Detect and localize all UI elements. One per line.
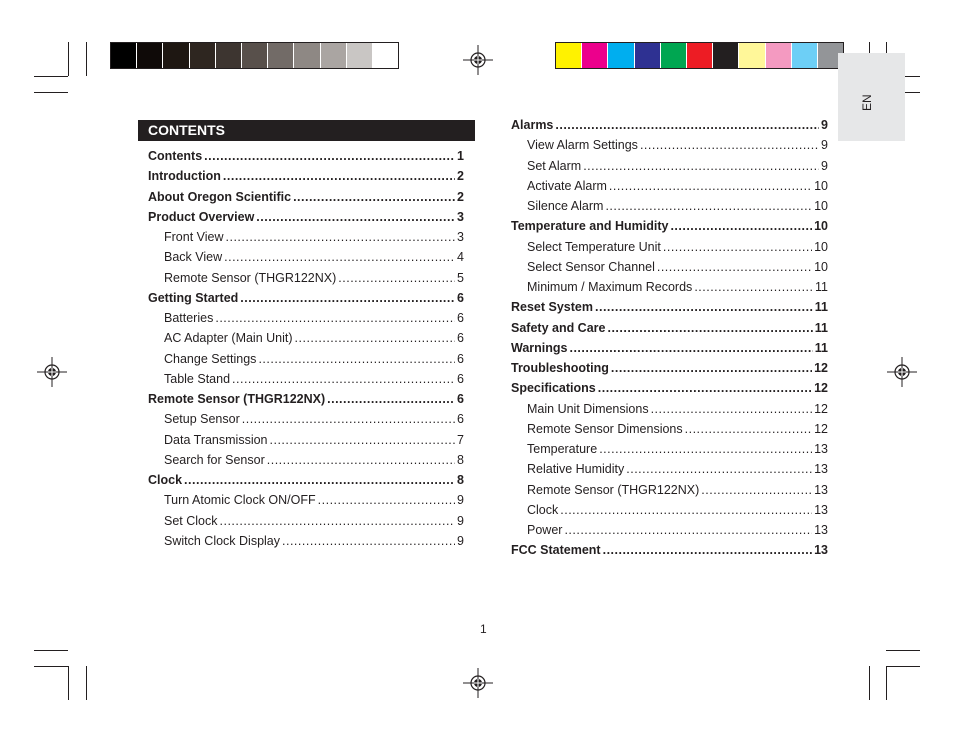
dot-leader xyxy=(318,492,455,508)
toc-entry-label: Switch Clock Display xyxy=(164,533,281,548)
toc-entry-label: Remote Sensor (THGR122NX) xyxy=(527,482,700,497)
toc-entry-page: 10 xyxy=(814,239,828,254)
dot-leader xyxy=(598,380,812,396)
color-swatch xyxy=(373,43,398,68)
toc-entry[interactable] xyxy=(164,310,464,326)
toc-entry-page: 10 xyxy=(814,259,828,274)
toc-entry-page: 12 xyxy=(814,401,828,416)
toc-entry[interactable] xyxy=(511,117,828,133)
toc-entry-label: Turn Atomic Clock ON/OFF xyxy=(164,493,316,508)
color-swatch xyxy=(111,43,136,68)
dot-leader xyxy=(626,461,812,477)
toc-entry-page: 10 xyxy=(814,219,828,234)
toc-entry-label: Temperature xyxy=(527,442,598,456)
toc-entry-label: Back View xyxy=(164,250,223,265)
crop-mark xyxy=(86,666,87,700)
dot-leader xyxy=(569,340,812,356)
crop-mark xyxy=(34,76,68,77)
toc-entry-page: 7 xyxy=(457,432,464,447)
toc-entry-label: Contents xyxy=(148,149,203,163)
toc-entry[interactable] xyxy=(527,279,828,295)
registration-mark-icon xyxy=(463,668,493,698)
toc-entry-label: AC Adapter (Main Unit) xyxy=(164,331,293,346)
toc-entry-label: Introduction xyxy=(148,169,221,184)
toc-entry-page: 11 xyxy=(814,320,828,335)
color-swatch xyxy=(582,43,607,68)
toc-entry[interactable] xyxy=(164,411,464,427)
color-swatch xyxy=(635,43,660,68)
dot-leader xyxy=(215,310,455,326)
color-swatch xyxy=(190,43,215,68)
toc-entry-label: Search for Sensor xyxy=(164,452,265,467)
toc-entry-label: Table Stand xyxy=(164,371,231,386)
toc-entry-page: 6 xyxy=(457,290,464,305)
toc-entry-page: 3 xyxy=(457,209,464,224)
dot-leader xyxy=(607,320,812,336)
crop-mark xyxy=(34,650,68,651)
toc-entry-page: 12 xyxy=(814,421,828,436)
dot-leader xyxy=(701,482,812,498)
toc-entry-label: Clock xyxy=(527,502,559,517)
toc-entry-label: Specifications xyxy=(511,381,596,396)
dot-leader xyxy=(605,198,812,214)
toc-entry-page: 2 xyxy=(457,169,464,184)
page-number: 1 xyxy=(480,622,487,636)
dot-leader xyxy=(327,391,455,407)
dot-leader xyxy=(603,542,813,558)
color-swatch xyxy=(687,43,712,68)
dot-leader xyxy=(338,270,455,286)
dot-leader xyxy=(204,148,455,164)
toc-entry-page: 13 xyxy=(814,502,828,517)
toc-entry-page: 2 xyxy=(457,189,464,204)
toc-entry-label: Remote Sensor (THGR122NX) xyxy=(148,392,326,406)
language-tab xyxy=(838,53,905,141)
toc-entry[interactable] xyxy=(527,522,828,538)
dot-leader xyxy=(611,360,812,376)
dot-leader xyxy=(694,279,813,295)
toc-entry-label: Set Clock xyxy=(164,513,218,528)
toc-entry-page: 13 xyxy=(814,543,828,558)
toc-entry[interactable] xyxy=(527,259,828,275)
dot-leader xyxy=(267,452,455,468)
toc-entry[interactable] xyxy=(164,351,464,367)
toc-entry[interactable] xyxy=(527,482,828,498)
toc-entry[interactable] xyxy=(511,340,828,356)
dot-leader xyxy=(670,218,812,234)
toc-entry-label: Reset System xyxy=(511,300,593,315)
dot-leader xyxy=(599,441,812,457)
toc-entry-page: 13 xyxy=(814,462,828,477)
toc-entry-page: 6 xyxy=(457,392,464,406)
registration-mark-icon xyxy=(37,357,67,387)
crop-mark xyxy=(34,666,68,667)
toc-entry[interactable] xyxy=(511,320,828,336)
toc-entry-page: 9 xyxy=(821,138,828,153)
registration-mark-icon xyxy=(463,45,493,75)
dot-leader xyxy=(609,178,812,194)
toc-entry-label: Temperature and Humidity xyxy=(511,219,669,234)
toc-entry-page: 11 xyxy=(815,280,828,294)
dot-leader xyxy=(226,229,456,245)
color-swatch xyxy=(792,43,817,68)
toc-entry-label: Select Temperature Unit xyxy=(527,239,661,254)
toc-entry-page: 13 xyxy=(814,482,828,497)
toc-entry-page: 4 xyxy=(457,250,464,265)
toc-entry[interactable] xyxy=(148,290,464,306)
toc-entry[interactable] xyxy=(164,432,464,448)
toc-entry[interactable] xyxy=(148,148,464,164)
toc-entry[interactable] xyxy=(164,452,464,468)
toc-entry-label: Troubleshooting xyxy=(511,361,609,375)
dot-leader xyxy=(293,189,455,205)
dot-leader xyxy=(270,432,456,448)
toc-entry-page: 6 xyxy=(457,311,464,325)
color-swatch xyxy=(739,43,764,68)
color-swatch xyxy=(661,43,686,68)
toc-entry-page: 6 xyxy=(457,331,464,346)
toc-entry-label: Warnings xyxy=(511,340,568,355)
page-title: CONTENTS xyxy=(148,122,225,138)
toc-entry[interactable] xyxy=(511,299,828,315)
dot-leader xyxy=(640,137,819,153)
dot-leader xyxy=(663,239,812,255)
toc-entry[interactable] xyxy=(527,198,828,214)
dot-leader xyxy=(184,472,455,488)
toc-entry[interactable] xyxy=(511,218,828,234)
language-tab-label: EN xyxy=(860,94,874,111)
color-swatch xyxy=(216,43,241,68)
toc-entry[interactable] xyxy=(148,391,464,407)
toc-entry-page: 13 xyxy=(814,523,828,537)
dot-leader xyxy=(242,411,455,427)
toc-entry-label: Remote Sensor Dimensions xyxy=(527,421,683,436)
toc-entry-label: Batteries xyxy=(164,311,214,325)
toc-entry-label: Main Unit Dimensions xyxy=(527,401,649,416)
toc-entry-label: Getting Started xyxy=(148,290,239,305)
toc-entry-label: Power xyxy=(527,523,563,537)
toc-entry-page: 9 xyxy=(457,533,464,548)
toc-entry-page: 3 xyxy=(457,230,464,244)
toc-entry-page: 10 xyxy=(814,178,828,193)
crop-mark xyxy=(886,666,920,667)
toc-entry-page: 9 xyxy=(457,513,464,528)
toc-entry[interactable] xyxy=(511,542,828,558)
toc-entry[interactable] xyxy=(527,401,828,417)
toc-entry-label: Set Alarm xyxy=(527,158,582,173)
toc-entry[interactable] xyxy=(527,137,828,153)
toc-entry-label: Product Overview xyxy=(148,209,255,224)
color-swatch xyxy=(713,43,738,68)
toc-entry[interactable] xyxy=(164,513,464,529)
dot-leader xyxy=(595,299,813,315)
dot-leader xyxy=(560,502,812,518)
toc-entry-label: Alarms xyxy=(511,118,554,132)
dot-leader xyxy=(651,401,813,417)
dot-leader xyxy=(295,330,456,346)
dot-leader xyxy=(256,209,455,225)
toc-entry[interactable] xyxy=(527,461,828,477)
dot-leader xyxy=(224,249,455,265)
toc-entry-page: 12 xyxy=(814,361,828,375)
toc-entry-page: 1 xyxy=(457,149,464,163)
dot-leader xyxy=(583,158,819,174)
toc-entry-label: Clock xyxy=(148,473,183,487)
dot-leader xyxy=(282,533,455,549)
toc-entry-label: Silence Alarm xyxy=(527,199,604,213)
toc-entry[interactable] xyxy=(164,270,464,286)
toc-entry[interactable] xyxy=(148,209,464,225)
dot-leader xyxy=(220,513,456,529)
toc-entry-page: 5 xyxy=(457,270,464,285)
toc-entry-label: Remote Sensor (THGR122NX) xyxy=(164,270,337,285)
toc-entry-page: 9 xyxy=(821,158,828,173)
toc-entry-page: 6 xyxy=(457,412,464,427)
toc-entry-page: 11 xyxy=(814,340,828,355)
toc-entry-page: 6 xyxy=(457,351,464,366)
toc-entry-label: About Oregon Scientific xyxy=(148,189,292,204)
registration-mark-icon xyxy=(887,357,917,387)
toc-entry-page: 9 xyxy=(457,493,464,508)
crop-mark xyxy=(86,42,87,76)
toc-entry[interactable] xyxy=(527,158,828,174)
crop-mark xyxy=(886,650,920,651)
color-swatch xyxy=(137,43,162,68)
toc-entry-page: 13 xyxy=(814,442,828,456)
dot-leader xyxy=(240,290,455,306)
toc-entry[interactable] xyxy=(164,371,464,387)
toc-entry[interactable] xyxy=(148,189,464,205)
toc-entry-page: 9 xyxy=(821,118,828,132)
toc-entry[interactable] xyxy=(148,472,464,488)
toc-entry-label: Minimum / Maximum Records xyxy=(527,280,693,294)
toc-entry[interactable] xyxy=(527,239,828,255)
toc-entry[interactable] xyxy=(527,178,828,194)
toc-entry-label: Safety and Care xyxy=(511,320,606,335)
toc-entry-label: Setup Sensor xyxy=(164,412,240,427)
color-swatch xyxy=(321,43,346,68)
toc-entry[interactable] xyxy=(164,249,464,265)
toc-entry-label: Change Settings xyxy=(164,351,257,366)
dot-leader xyxy=(564,522,812,538)
dot-leader xyxy=(685,421,812,437)
toc-entry-page: 8 xyxy=(457,473,464,487)
color-swatch xyxy=(347,43,372,68)
toc-entry-label: Relative Humidity xyxy=(527,462,625,477)
color-swatch xyxy=(163,43,188,68)
crop-mark xyxy=(68,666,69,700)
dot-leader xyxy=(657,259,812,275)
color-swatch xyxy=(556,43,581,68)
toc-entry-label: Data Transmission xyxy=(164,432,268,447)
toc-entry[interactable] xyxy=(527,421,828,437)
toc-entry-label: FCC Statement xyxy=(511,543,601,558)
crop-mark xyxy=(869,666,870,700)
toc-entry-page: 8 xyxy=(457,452,464,467)
crop-mark xyxy=(886,666,887,700)
toc-entry[interactable] xyxy=(164,330,464,346)
color-swatch xyxy=(294,43,319,68)
color-swatch xyxy=(242,43,267,68)
toc-entry[interactable] xyxy=(511,360,828,376)
color-swatch xyxy=(608,43,633,68)
crop-mark xyxy=(34,92,68,93)
dot-leader xyxy=(258,351,455,367)
toc-entry[interactable] xyxy=(164,492,464,508)
toc-entry-label: Front View xyxy=(164,230,224,244)
contents-heading-bar xyxy=(138,120,475,141)
toc-entry[interactable] xyxy=(527,441,828,457)
color-swatch xyxy=(766,43,791,68)
toc-entry[interactable] xyxy=(148,168,464,184)
toc-entry-label: Activate Alarm xyxy=(527,178,607,193)
toc-entry-page: 12 xyxy=(814,381,828,396)
toc-entry-page: 6 xyxy=(457,371,464,386)
dot-leader xyxy=(232,371,455,387)
dot-leader xyxy=(555,117,819,133)
crop-mark xyxy=(68,42,69,76)
toc-entry-page: 11 xyxy=(814,300,828,315)
toc-entry-label: Select Sensor Channel xyxy=(527,259,655,274)
toc-entry-page: 10 xyxy=(814,199,828,213)
toc-entry[interactable] xyxy=(164,533,464,549)
toc-entry-label: View Alarm Settings xyxy=(527,138,638,153)
toc-entry[interactable] xyxy=(527,502,828,518)
color-swatch xyxy=(268,43,293,68)
toc-entry[interactable] xyxy=(511,380,828,396)
dot-leader xyxy=(223,168,455,184)
toc-entry[interactable] xyxy=(164,229,464,245)
